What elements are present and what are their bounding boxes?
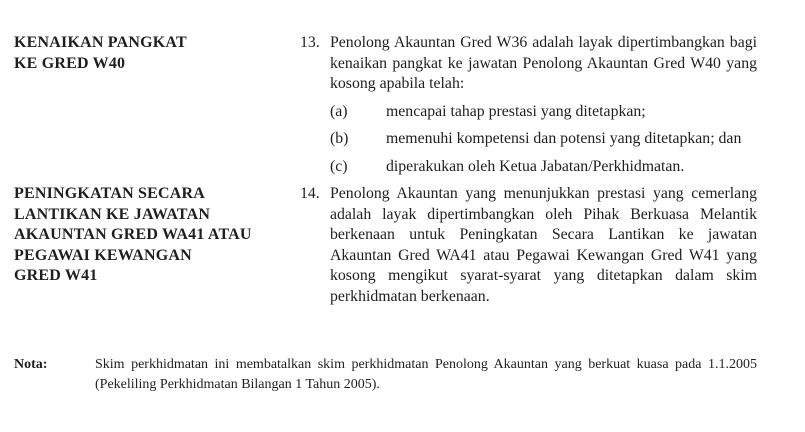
- section-peningkatan-secara-lantikan: [14, 184, 757, 307]
- subitem-label: (a): [330, 102, 348, 120]
- list-item-b: [330, 129, 757, 150]
- paragraph-text: Penolong Akauntan yang menunjukkan prestasi yang cemerlang adalah layak dipertimbangkan oleh Pihak Berkuasa Melantik berkenaan untuk Peningkatan Secara Lantikan ke jawatan Akauntan Gred WA41 atau Pegawai Kewangan Gred W41 yang kosong mengikut syarat-syarat yang ditetapkan dalam skim perkhidmatan berkenaan.: [330, 185, 757, 305]
- section-kenaikan-pangkat: [14, 33, 757, 177]
- subitem-list: [330, 102, 757, 178]
- subitem-label: (b): [330, 130, 349, 147]
- heading-line: KENAIKAN PANGKAT: [14, 34, 187, 51]
- paragraph-number: 13.: [300, 34, 320, 51]
- list-item-a: [330, 102, 757, 123]
- heading-line: GRED W41: [14, 267, 98, 284]
- note: [14, 355, 757, 395]
- paragraph-text: Penolong Akauntan Gred W36 adalah layak dipertimbangkan bagi kenaikan pangkat ke jawatan Penolong Akauntan Gred W40 yang kosong apabila telah:: [330, 34, 757, 92]
- heading-line: AKAUNTAN GRED WA41 ATAU: [14, 226, 252, 243]
- heading-line: KE GRED W40: [14, 54, 126, 72]
- numbered-paragraph-14: [300, 184, 757, 307]
- subitem-text: mencapai tahap prestasi yang ditetapkan;: [386, 102, 646, 120]
- subitem-text: diperakukan oleh Ketua Jabatan/Perkhidmatan.: [386, 157, 685, 175]
- heading-line: PEGAWAI KEWANGAN: [14, 246, 192, 264]
- document-body: [14, 33, 757, 307]
- section-body: [300, 184, 757, 307]
- section-body: [300, 33, 757, 177]
- subitem-label: (c): [330, 157, 348, 175]
- heading-line: PENINGKATAN SECARA: [14, 185, 206, 202]
- margin-heading-peningkatan-lantikan: [14, 184, 300, 287]
- margin-heading-kenaikan-pangkat: [14, 33, 300, 74]
- list-item-c: [330, 157, 757, 178]
- subitem-text: memenuhi kompetensi dan potensi yang ditetapkan; dan: [386, 130, 742, 147]
- note-label: Nota:: [14, 357, 48, 372]
- note-text: Skim perkhidmatan ini membatalkan skim perkhidmatan Penolong Akauntan yang berkuat kuasa pada 1.1.2005 (Pekeliling Perkhidmatan Bilangan 1 Tahun 2005).: [95, 357, 757, 392]
- numbered-paragraph-13: [300, 33, 757, 95]
- heading-line: LANTIKAN KE JAWATAN: [14, 205, 211, 223]
- paragraph-number: 14.: [300, 185, 320, 202]
